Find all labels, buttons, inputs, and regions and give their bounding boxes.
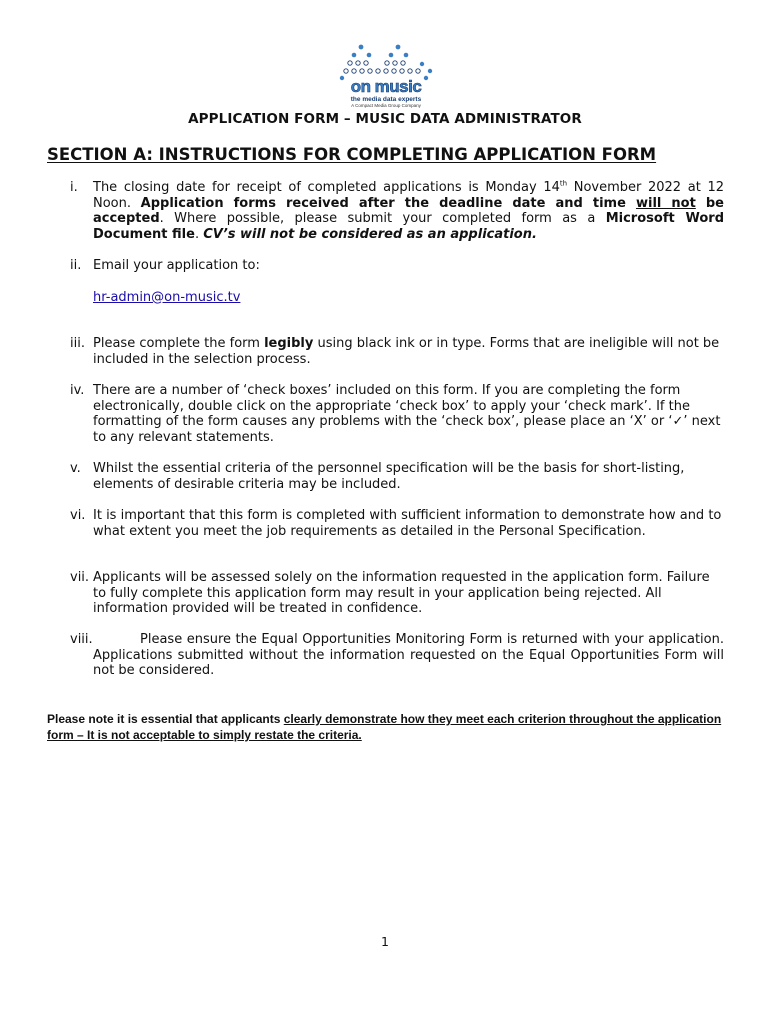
email-link[interactable]: hr-admin@on-music.tv <box>93 289 241 305</box>
item-text: It is important that this form is completed with sufficient information to demonstrate how and to what extent you meet the job requirements as detailed in the Personal Specification. <box>93 508 722 539</box>
item-text: Please ensure the Equal Opportunities Monitoring Form is returned with your application. Applications submitted without the information requested on the Equal Opportunities Form will not be considered. <box>93 632 724 678</box>
logo-tagline: the media data experts <box>350 96 422 103</box>
item-text: There are a number of ‘check boxes’ included on this form. If you are completing the form electronically, double click on the appropriate ‘check box’ to apply your ‘check mark’. If the formatting of the form causes any problems with the ‘check box’, please place an ‘X’ or ‘✓’ next to any relevant statements. <box>93 383 721 445</box>
item-text: Please complete the form legibly using black ink or in type. Forms that are ineligible will not be included in the selection process. <box>93 336 720 367</box>
item-text: The closing date for receipt of completed applications is Monday 14th November 2022 at 12 Noon. Application forms received after the deadline date and time will not be accepted. Where possible, please submit your completed form as a Microsoft Word Document file. CV’s will not be considered as an application. <box>93 179 725 242</box>
item-number: viii. <box>70 632 93 647</box>
important-note: Please note it is essential that applicants clearly demonstrate how they meet each criterion throughout the application form – It is not acceptable to simply restate the criteria. <box>47 712 722 742</box>
logo-parent-company: A Compact Media Group Company <box>351 103 421 108</box>
item-number: vii. <box>70 570 90 585</box>
section-heading: SECTION A: INSTRUCTIONS FOR COMPLETING APPLICATION FORM <box>47 145 657 164</box>
item-number: i. <box>70 180 78 195</box>
item-number: iv. <box>70 383 85 398</box>
item-text: Applicants will be assessed solely on the information requested in the application form. Failure to fully complete this application form may result in your application being rejected. All information provided will be treated in confidence. <box>93 570 710 616</box>
form-title: APPLICATION FORM – MUSIC DATA ADMINISTRATOR <box>188 111 582 127</box>
item-number: iii. <box>70 336 85 351</box>
item-text: Whilst the essential criteria of the personnel specification will be the basis for short-listing, elements of desirable criteria may be included. <box>93 461 685 492</box>
item-number: vi. <box>70 508 86 523</box>
logo-wordmark: on music <box>350 77 422 96</box>
item-number: ii. <box>70 258 82 273</box>
item-text: Email your application to: hr-admin@on-music.tv <box>93 258 260 305</box>
page-number: 1 <box>381 934 389 949</box>
item-number: v. <box>70 461 81 476</box>
